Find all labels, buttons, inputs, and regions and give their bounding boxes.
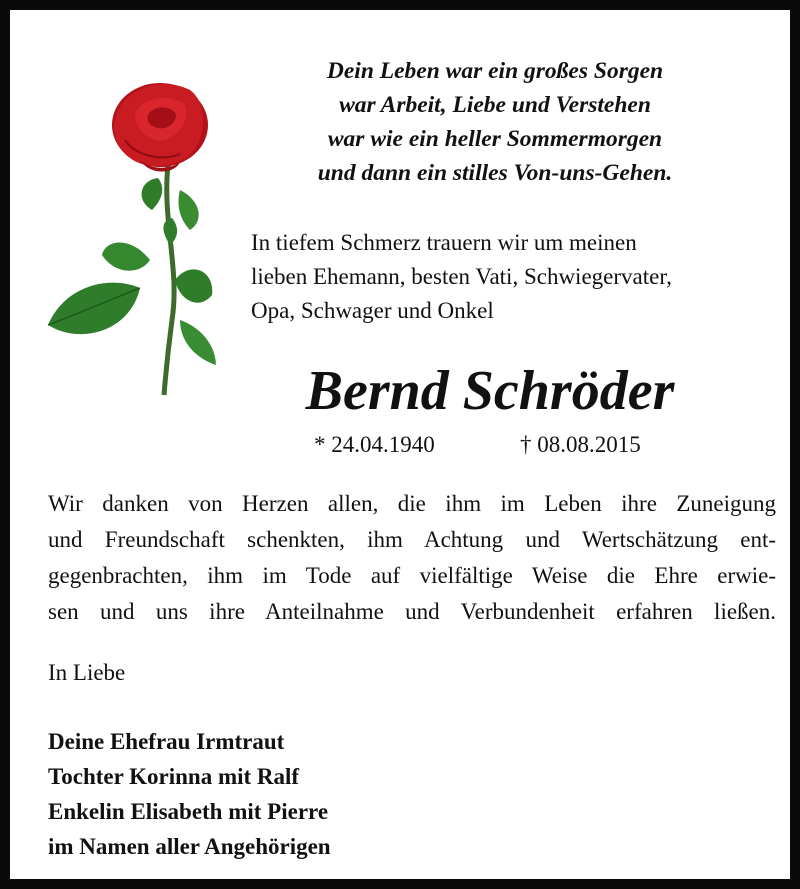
death-date: † 08.08.2015 [520, 432, 641, 457]
thanks-paragraph [48, 486, 776, 630]
thanks-line: gegenbrachten, ihm im Tode auf vielfältige Weise die Ehre erwie- [48, 563, 776, 588]
poem [260, 54, 730, 190]
intro-line: lieben Ehemann, besten Vati, Schwiegervater, [251, 264, 672, 289]
signer: Deine Ehefrau Irmtraut [48, 729, 285, 754]
signer: Enkelin Elisabeth mit Pierre [48, 799, 329, 824]
thanks-line: und Freundschaft schenkten, ihm Achtung und Wertschätzung ent- [48, 527, 776, 552]
intro-line: In tiefem Schmerz trauern wir um meinen [251, 230, 637, 255]
poem-line: war wie ein heller Sommermorgen [327, 126, 663, 152]
thanks-line: sen und uns ihre Anteilnahme und Verbundenheit erfahren ließen. [48, 599, 776, 624]
birth-date: * 24.04.1940 [314, 432, 435, 457]
thanks-line: Wir danken von Herzen allen, die ihm im Leben ihre Zuneigung [48, 491, 776, 516]
poem-line: Dein Leben war ein großes Sorgen [326, 58, 664, 84]
rose-icon [40, 70, 230, 400]
deceased-name: Bernd Schröder [305, 360, 675, 422]
poem-line: und dann ein stilles Von-uns-Gehen. [317, 160, 673, 186]
intro-line: Opa, Schwager und Onkel [251, 298, 494, 323]
signer: im Namen aller Angehörigen [48, 834, 331, 859]
poem-line: war Arbeit, Liebe und Verstehen [339, 92, 651, 118]
signer: Tochter Korinna mit Ralf [48, 764, 300, 789]
signers-list [48, 724, 548, 864]
intro-text [251, 226, 791, 328]
closing-text: In Liebe [48, 660, 126, 685]
